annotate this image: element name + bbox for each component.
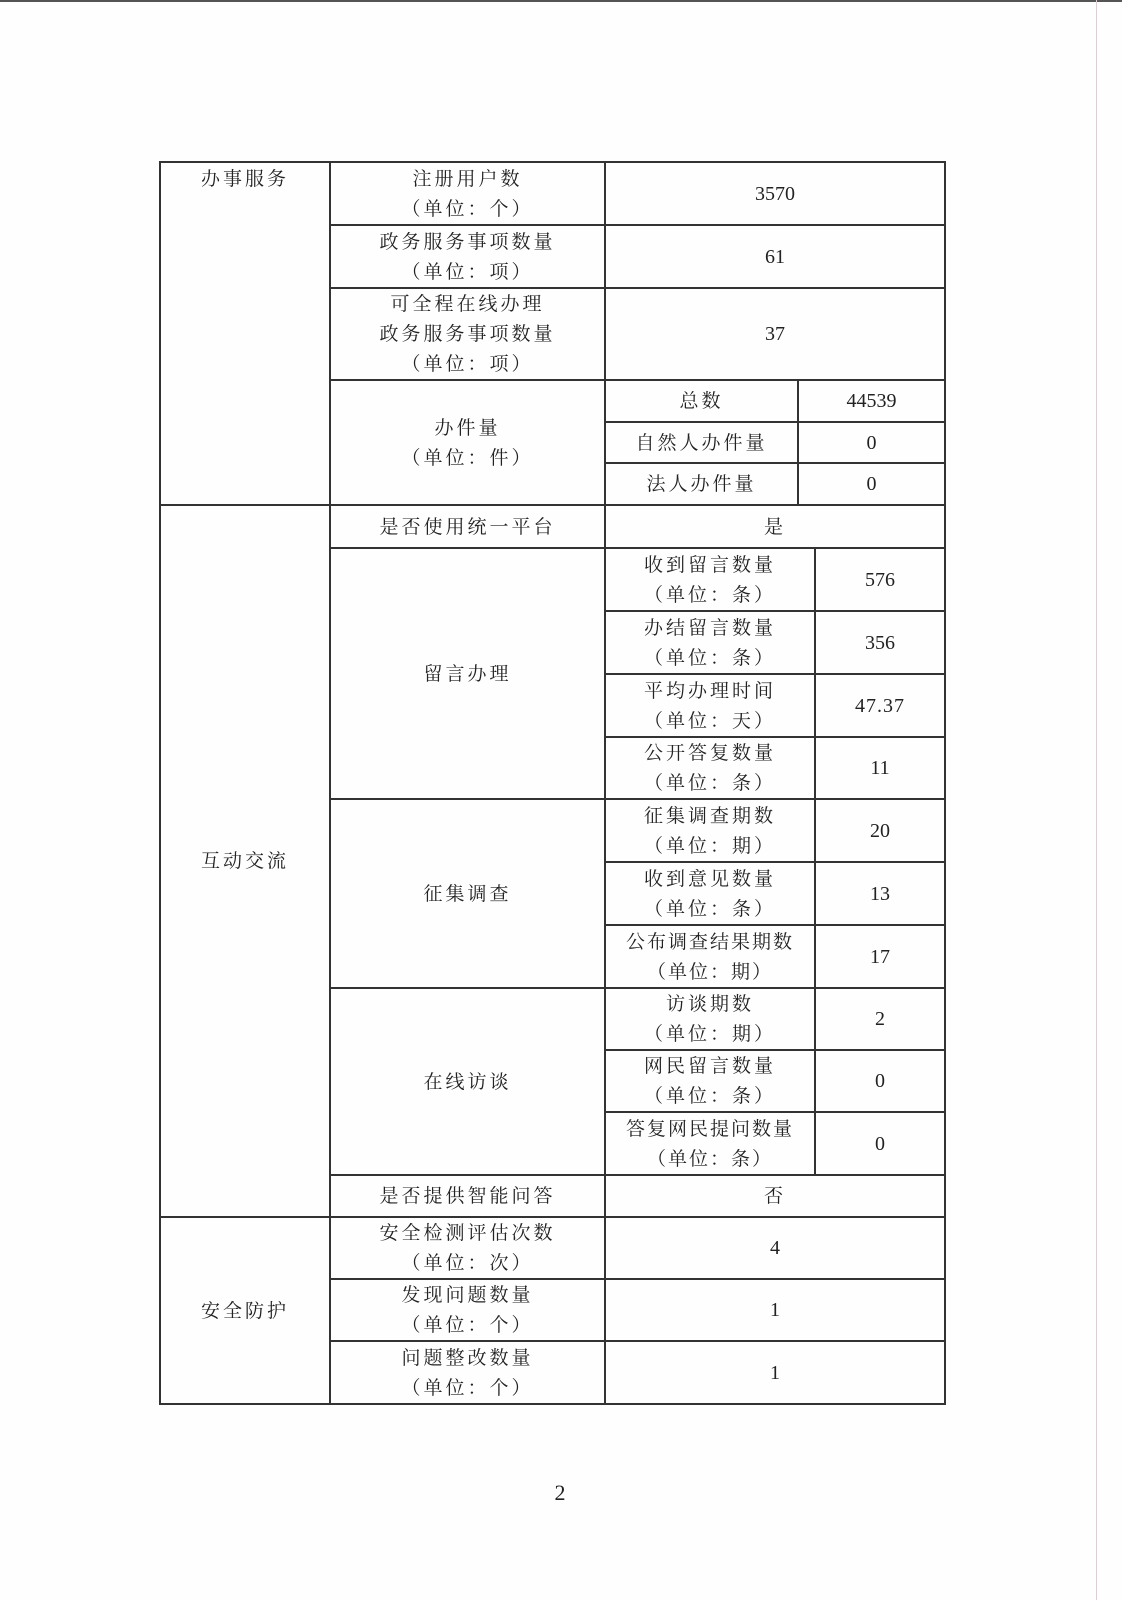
unit-text: （单位：个） [401, 1314, 534, 1336]
table-border-top [159, 161, 946, 163]
sub-value-liuyan-2 [815, 674, 945, 737]
value-text: 1 [770, 1299, 780, 1321]
row-label-quancheng [330, 288, 605, 380]
label-text: 法人办件量 [646, 473, 757, 495]
value-text: 37 [765, 323, 785, 345]
sub-value-zhengji-2 [815, 925, 945, 988]
scan-top-edge [0, 0, 1122, 2]
section-title-text: 互动交流 [200, 850, 289, 872]
section-title-text: 安全防护 [200, 1299, 289, 1322]
table-border-bottom [159, 1403, 946, 1405]
unit-text: （单位：期） [643, 834, 776, 857]
value-text: 0 [866, 473, 877, 495]
sub-value-zhengji-0 [815, 799, 945, 862]
sub-value-banjian-legal [798, 463, 945, 505]
row-divider [329, 547, 946, 549]
label-text: 可全程在线办理 [390, 293, 545, 315]
row-label-tongyi [330, 505, 605, 548]
value-text: 20 [870, 819, 890, 842]
value-anquan-1 [605, 1279, 945, 1341]
value-anquan-0 [605, 1217, 945, 1279]
label-text: 公布调查结果期数 [625, 930, 794, 953]
unit-text: （单位：项） [401, 260, 534, 283]
row-label-anquan-0 [330, 1217, 605, 1279]
row-divider [604, 736, 946, 738]
section-title-anquan [160, 1217, 330, 1404]
label-text: 注册用户数 [412, 167, 523, 190]
row-divider [329, 1278, 946, 1280]
sub-value-fangtan-2 [815, 1112, 945, 1175]
row-divider [329, 798, 946, 800]
value-zhuce [605, 162, 945, 225]
sub-value-liuyan-0 [815, 548, 945, 611]
row-divider [604, 462, 946, 464]
sub-label-zhengji-0 [605, 799, 815, 862]
unit-text: （单位：个） [401, 1376, 534, 1399]
row-divider [604, 861, 946, 863]
unit-text: （单位：条） [643, 897, 776, 920]
label-text: 政务服务事项数量 [379, 230, 556, 253]
unit-text: （单位：条） [643, 772, 776, 794]
value-text: 0 [866, 431, 877, 454]
group-label-fangtan [330, 988, 605, 1175]
label-text: 办结留言数量 [643, 616, 776, 639]
row-divider [329, 1340, 946, 1342]
unit-text: （单位：件） [401, 446, 534, 469]
value-quancheng [605, 288, 945, 380]
label-text: 办件量 [434, 416, 501, 439]
row-divider [604, 610, 946, 612]
sub-label-liuyan-3 [605, 737, 815, 799]
section-divider [159, 504, 946, 506]
label-text: 自然人办件量 [635, 431, 768, 454]
label-text: 平均办理时间 [643, 679, 776, 702]
row-divider [604, 924, 946, 926]
scan-margin-line [1096, 0, 1097, 1600]
label-text: 是否使用统一平台 [379, 515, 556, 538]
unit-text: （单位：条） [643, 1085, 776, 1107]
sub-label-liuyan-0 [605, 548, 815, 611]
sub-label-fangtan-2 [605, 1112, 815, 1175]
label-text: 公开答复数量 [643, 742, 776, 764]
unit-text: （单位：条） [646, 1147, 773, 1170]
label-text: 留言办理 [423, 662, 512, 685]
value-text: 47.37 [855, 694, 905, 717]
unit-text: （单位：条） [643, 646, 776, 669]
sub-value-fangtan-0 [815, 988, 945, 1050]
row-label-shixiang [330, 225, 605, 288]
table-divider-col2 [604, 161, 606, 1405]
label-text: 收到意见数量 [643, 867, 776, 890]
label-text: 征集调查期数 [643, 804, 776, 827]
group-label-liuyan [330, 548, 605, 799]
row-divider [329, 224, 946, 226]
label-text: 问题整改数量 [401, 1346, 534, 1369]
label-text: 安全检测评估次数 [379, 1222, 556, 1244]
value-text: 4 [770, 1237, 780, 1259]
section-divider [159, 1216, 946, 1218]
sub-label-zhengji-1 [605, 862, 815, 925]
value-tongyi [605, 505, 945, 548]
label-text: 网民留言数量 [643, 1055, 776, 1077]
sub-label-banjian-natural [605, 422, 798, 463]
value-text: 2 [875, 1008, 885, 1030]
row-divider [329, 1174, 946, 1176]
section-title-banshi [160, 162, 330, 505]
sub-label-liuyan-2 [605, 674, 815, 737]
sub-label-fangtan-0 [605, 988, 815, 1050]
sub-value-liuyan-1 [815, 611, 945, 674]
unit-text: （单位：项） [401, 353, 534, 375]
row-label-anquan-2 [330, 1341, 605, 1404]
unit-text: （单位：天） [643, 709, 776, 732]
sub-value-banjian-natural [798, 422, 945, 463]
label-text: 是否提供智能问答 [379, 1185, 556, 1207]
value-text: 否 [763, 1185, 786, 1207]
table-divider-col1 [329, 161, 331, 1405]
sub-label-zhengji-2 [605, 925, 815, 988]
value-text: 1 [770, 1361, 780, 1384]
row-divider [329, 287, 946, 289]
sub-label-fangtan-1 [605, 1050, 815, 1112]
table-border-left [159, 161, 161, 1405]
value-text: 11 [870, 757, 890, 779]
value-shixiang [605, 225, 945, 288]
sub-label-banjian-total [605, 380, 798, 422]
table-divider-banjian [797, 380, 799, 505]
value-text: 是 [763, 515, 786, 538]
row-divider [604, 1049, 946, 1051]
sub-label-liuyan-1 [605, 611, 815, 674]
label-text: 在线访谈 [423, 1070, 512, 1093]
row-divider [604, 673, 946, 675]
value-text: 0 [875, 1132, 885, 1155]
sub-label-banjian-legal [605, 463, 798, 505]
unit-text: （单位：个） [401, 197, 534, 220]
row-label-anquan-1 [330, 1279, 605, 1341]
label-text: 总数 [679, 390, 724, 412]
row-divider [329, 379, 946, 381]
row-label-banjian [330, 380, 605, 505]
value-zhineng [605, 1175, 945, 1217]
row-label-zhuce [330, 162, 605, 225]
unit-text: （单位：期） [643, 1023, 776, 1045]
unit-text: （单位：期） [646, 960, 773, 983]
group-label-zhengji [330, 799, 605, 988]
label-text: 收到留言数量 [643, 553, 776, 576]
row-divider [604, 1111, 946, 1113]
value-anquan-2 [605, 1341, 945, 1404]
label-text: 发现问题数量 [401, 1284, 534, 1306]
value-text: 0 [875, 1070, 885, 1092]
value-text: 61 [765, 245, 785, 268]
value-text: 17 [870, 945, 890, 968]
section-title-text: 办事服务 [200, 168, 289, 190]
label-text: 征集调查 [423, 882, 512, 905]
value-text: 3570 [755, 182, 795, 205]
sub-value-banjian-total [798, 380, 945, 422]
unit-text: （单位：次） [401, 1252, 534, 1274]
value-text: 13 [870, 882, 890, 905]
page-number: 2 [554, 1480, 566, 1505]
row-divider [604, 421, 946, 423]
label-text: 访谈期数 [665, 993, 754, 1015]
label-text: 答复网民提问数量 [625, 1117, 794, 1140]
sub-value-liuyan-3 [815, 737, 945, 799]
sub-value-fangtan-1 [815, 1050, 945, 1112]
value-text: 576 [865, 568, 895, 591]
value-text: 44539 [846, 390, 897, 412]
unit-text: （单位：条） [643, 583, 776, 606]
sub-value-zhengji-1 [815, 862, 945, 925]
row-label-zhineng [330, 1175, 605, 1217]
label-text: 政务服务事项数量 [379, 323, 556, 345]
table-border-right [944, 161, 946, 1405]
section-title-hudong [160, 505, 330, 1217]
value-text: 356 [865, 631, 895, 654]
row-divider [329, 987, 946, 989]
